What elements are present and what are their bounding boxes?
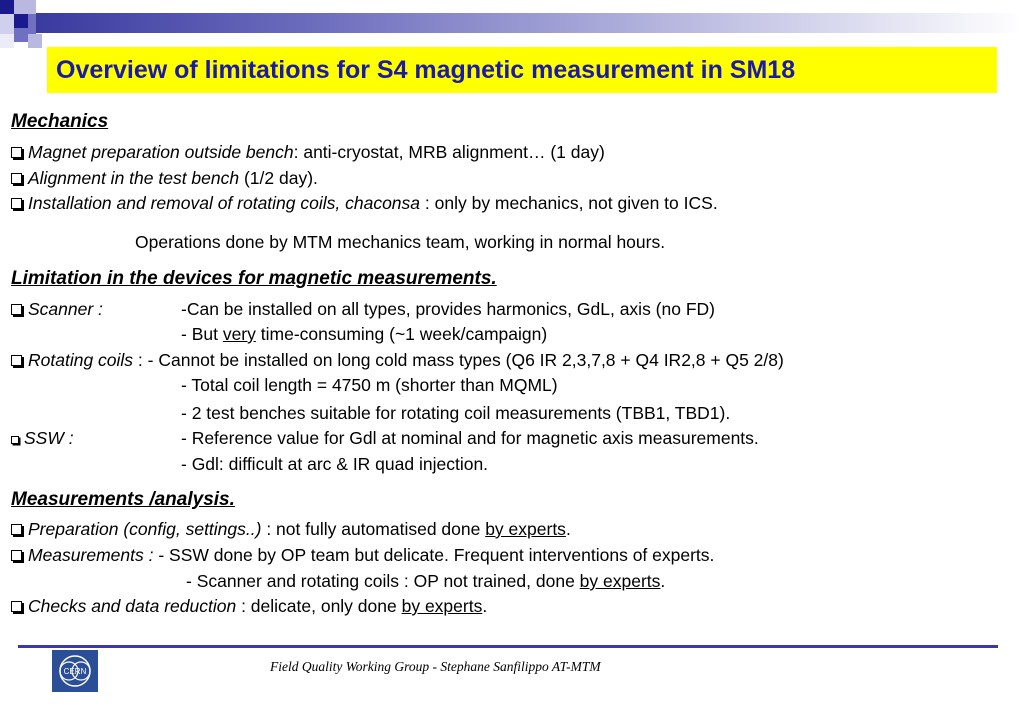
- item-text: : anti-cryostat, MRB alignment… (1 day): [293, 142, 605, 162]
- checkbox-bullet-icon: [11, 550, 22, 561]
- item-text: : delicate, only done: [236, 596, 402, 616]
- section-heading-mechanics: Mechanics: [11, 111, 109, 132]
- checkbox-bullet-icon: [11, 173, 22, 184]
- underlined-text: very: [222, 324, 256, 344]
- item-term: Scanner :: [28, 299, 103, 319]
- list-item-rotating-coils: [11, 350, 784, 371]
- scanner-line-1: -Can be installed on all types, provides harmonics, GdL, axis (no FD): [181, 299, 715, 319]
- text-part: time-consuming (~1 week/campaign): [255, 324, 548, 344]
- heading-text: Measurements /analysis: [11, 489, 230, 510]
- item-term: Magnet preparation outside bench: [28, 142, 294, 162]
- rotating-line-2: - Total coil length = 4750 m (shorter than MQML): [181, 375, 558, 395]
- item-term: Alignment in the test bench: [28, 168, 240, 188]
- item-term: SSW :: [24, 428, 74, 448]
- underlined-text: by experts: [401, 596, 483, 616]
- item-term: Checks and data reduction: [28, 596, 237, 616]
- item-term: Installation and removal of rotating coils, chaconsa: [28, 193, 421, 213]
- heading-dot: .: [229, 489, 235, 510]
- footer-text: Field Quality Working Group - Stephane Sanfilippo AT-MTM: [270, 659, 601, 674]
- list-item: [11, 193, 718, 214]
- section-heading-measurements: [11, 489, 235, 511]
- ssw-line-1: - Reference value for Gdl at nominal and for magnetic axis measurements.: [181, 428, 759, 448]
- rotating-line-3: - 2 test benches suitable for rotating coil measurements (TBB1, TBD1).: [181, 403, 731, 423]
- list-item-checks: [11, 596, 487, 617]
- list-item-scanner: [11, 299, 103, 320]
- item-term: Measurements :: [28, 545, 159, 565]
- item-text: - SSW done by OP team but delicate. Frequent interventions of experts.: [158, 545, 715, 565]
- section-heading-devices: Limitation in the devices for magnetic measurements.: [11, 268, 497, 289]
- header-gradient-bar: [36, 13, 1023, 33]
- item-text: (1/2 day).: [239, 168, 318, 188]
- item-text: : not fully automatised done: [261, 519, 486, 539]
- checkbox-bullet-icon: [11, 524, 22, 535]
- item-text-end: .: [565, 519, 571, 539]
- page-title: Overview of limitations for S4 magnetic measurement in SM18: [56, 55, 796, 84]
- cern-logo-icon: [55, 653, 95, 689]
- checkbox-bullet-icon: [11, 147, 22, 158]
- checkbox-bullet-icon: [11, 436, 19, 444]
- logo-text: CERN: [63, 667, 87, 676]
- item-term: Rotating coils: [28, 350, 134, 370]
- ssw-line-2: - Gdl: difficult at arc & IR quad injection.: [181, 454, 489, 474]
- measurements-line-2: [186, 571, 665, 592]
- text-part: .: [660, 571, 666, 591]
- item-term: Preparation (config, settings..): [28, 519, 262, 539]
- item-text-end: .: [482, 596, 488, 616]
- list-item: [11, 142, 605, 163]
- mechanics-note: Operations done by MTM mechanics team, working in normal hours.: [135, 232, 666, 252]
- title-banner: [47, 47, 997, 93]
- rotating-line-1: : - Cannot be installed on long cold mass types (Q6 IR 2,3,7,8 + Q4 IR2,8 + Q5 2/8): [133, 350, 784, 370]
- text-part: - But: [181, 324, 223, 344]
- cern-logo: [52, 650, 98, 692]
- list-item-ssw: [11, 428, 74, 449]
- text-part: - Scanner and rotating coils : OP not trained, done: [186, 571, 580, 591]
- underlined-text: by experts: [579, 571, 661, 591]
- checkbox-bullet-icon: [11, 198, 22, 209]
- checkbox-bullet-icon: [11, 304, 22, 315]
- list-item: [11, 168, 318, 189]
- list-item-measurements: [11, 545, 714, 566]
- footer-divider: [18, 645, 998, 648]
- checkbox-bullet-icon: [11, 355, 22, 366]
- underlined-text: by experts: [485, 519, 566, 539]
- item-text: : only by mechanics, not given to ICS.: [420, 193, 718, 213]
- scanner-line-2: [181, 324, 547, 345]
- list-item-preparation: [11, 519, 571, 540]
- checkbox-bullet-icon: [11, 601, 22, 612]
